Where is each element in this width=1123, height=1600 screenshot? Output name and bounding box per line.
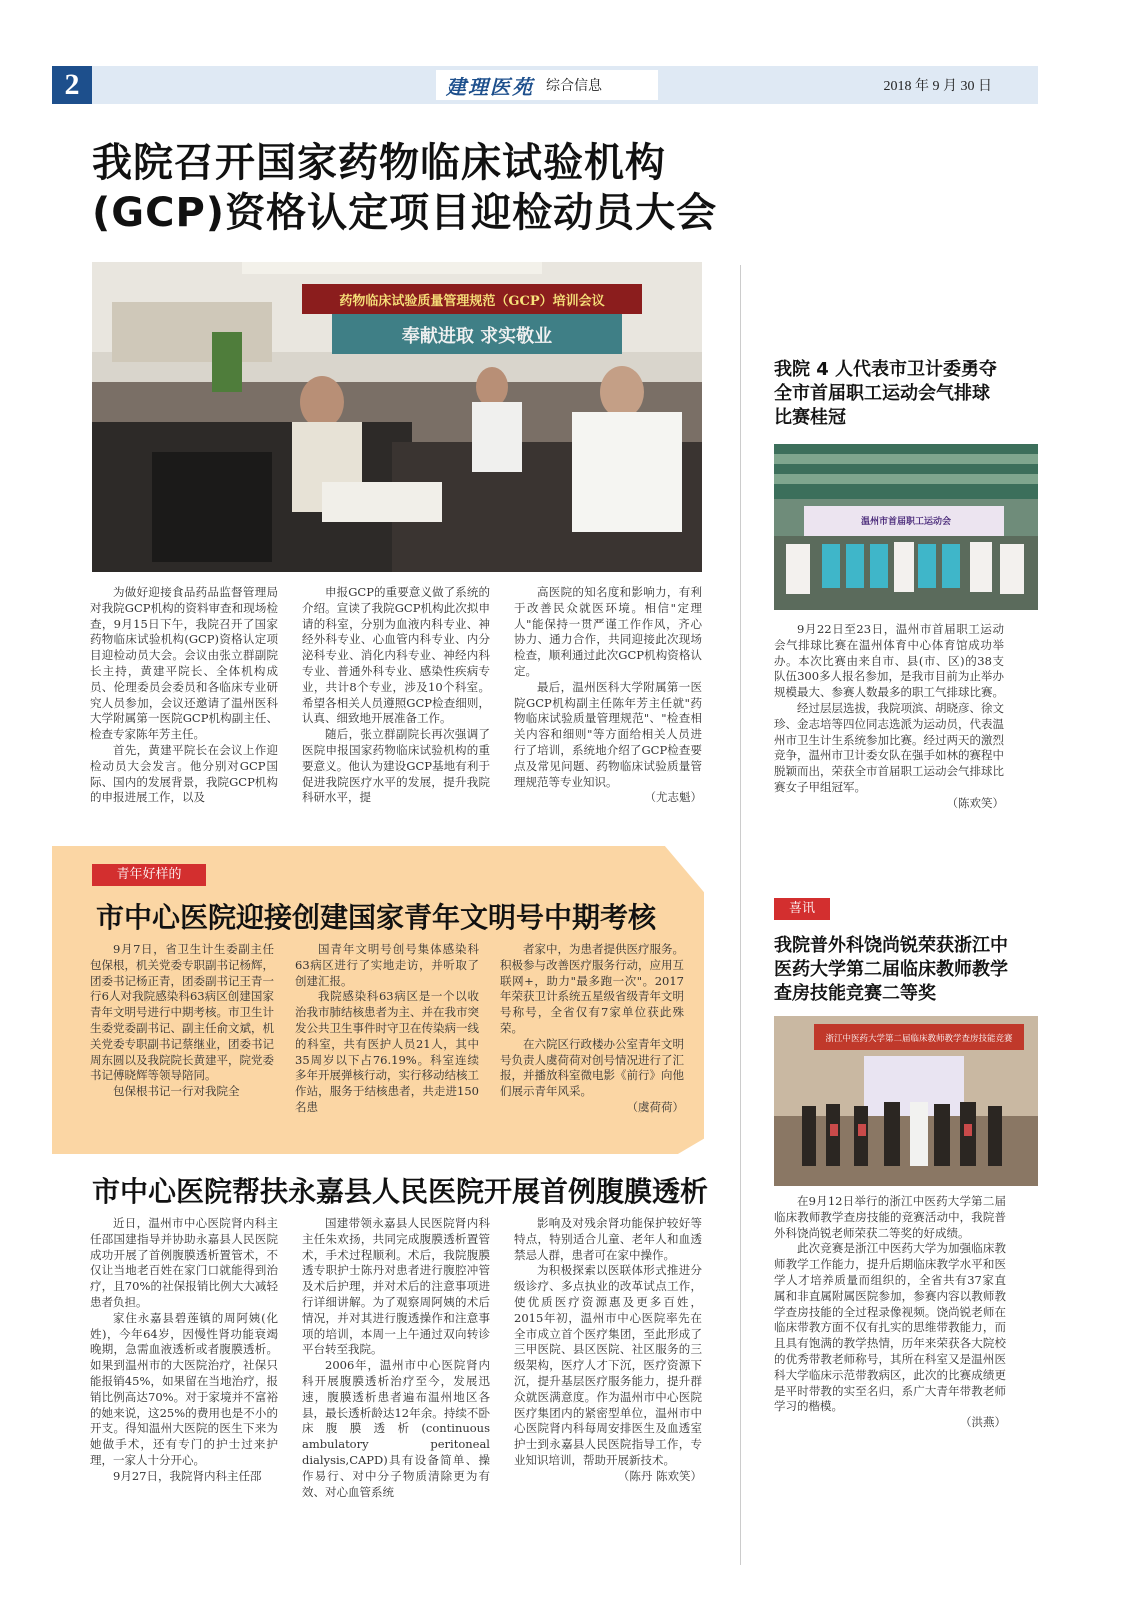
lead-column-1 (90, 585, 278, 830)
dialysis-col1-p1: 近日，温州市中心医院肾内科主任邵国建指导并协助永嘉县人民医院成功开展了首例腹膜透析置管术，不仅让当地老百姓在家门口就能得到治疗，且70%的社保报销比例大大减轻患者负担。 (90, 1216, 278, 1309)
youth-col3-p2: 在六院区行政楼办公室青年文明号负责人虞荷荷对创号情况进行了汇报，并播放科室微电影《前行》向他们展示青年风采。 (500, 1036, 684, 1099)
youth-column-3 (500, 942, 684, 1126)
teaching-p2: 此次竞赛是浙江中医药大学为加强临床教师教学工作能力，提升后期临床教学水平和医学人才培养质量而组织的，全省共有37家直属和非直属附属医院参加，参赛内容以教师教学查房技能的全过程录像视频。饶尚锐老师在临床带教方面不仅有扎实的思维带教能力，而且具有饱满的教学热情，历年来荣获各大院校的优秀带教老师称号，其所在科室又是温州医科大学临床示范带教病区，此次的比赛成绩更是平时带教的实至名归，系广大青年带教老师学习的楷模。 (774, 1241, 1006, 1414)
lead-col2-p1: 申报GCP的重要意义做了系统的介绍。宣读了我院GCP机构此次拟申请的科室，分别为血液内科专业、神经外科专业、心血管内科专业、内分泌科专业、消化内科专业、神经内科专业、普通外科专业、感染性疾病专业，共计8个专业，涉及10个科室。希望各相关人员遵照GCP检查细则，认真、细致地开展准备工作。 (302, 585, 490, 726)
section-name: 综合信息 (546, 78, 602, 94)
dialysis-col3-p1: 影响及对残余肾功能保护较好等特点，特别适合儿童、老年人和血透禁忌人群，患者可在家中操作。 (514, 1216, 702, 1262)
youth-column-2 (295, 942, 479, 1126)
page-header (52, 66, 1038, 104)
column-divider (740, 265, 741, 1565)
teaching-author: （洪燕） (960, 1415, 1006, 1430)
volleyball-p2: 经过层层选拔，我院项滨、胡晓彦、徐文珍、金志培等四位同志选派为运动员，代表温州市卫生计生系统参加比赛。经过两天的激烈竞争，温州市卫计委女队在强手如林的赛程中脱颖而出，荣获全市首届职工运动会气排球比赛女子甲组冠军。 (774, 700, 1004, 794)
youth-author: （虞荷荷） (626, 1099, 684, 1114)
dialysis-headline: 市中心医院帮扶永嘉县人民医院开展首例腹膜透析 (92, 1175, 709, 1208)
lead-col2-p2: 随后，张立群副院长再次强调了医院申报国家药物临床试验机构的重要意义。他认为建设GCP基地有利于促进我院医疗水平的发展，提升我院科研水平，提 (302, 727, 490, 805)
youth-tag: 青年好样的 (92, 864, 206, 886)
lead-author: （尤志魁） (644, 790, 702, 805)
lead-col3-p2: 最后，温州医科大学附属第一医院GCP机构副主任陈年芳主任就"药物临床试验质量管理规范"、"检查相关内容和细则"等方面给相关人员进行了培训，系统地介绍了GCP检查要点及常见问题、药物临床试验质量管理规范等专业知识。 (514, 679, 702, 789)
lead-column-2 (302, 585, 490, 830)
teaching-body (774, 1194, 1006, 1464)
masthead (436, 70, 658, 100)
volleyball-body (774, 622, 1004, 834)
lead-headline-line2: (GCP)资格认定项目迎检动员大会 (92, 190, 718, 236)
lead-col3-p1: 高医院的知名度和影响力，有利于改善民众就医环境。相信"定理人"能保持一贯严谨工作作风，齐心协力、通力合作，共同迎接此次现场检查，顺利通过此次GCP机构资格认定。 (514, 585, 702, 678)
dialysis-column-1 (90, 1216, 278, 1506)
page-number: 2 (52, 66, 92, 104)
youth-col1-p1: 9月7日，省卫生计生委副主任包保根，机关党委专职副书记杨辉，团委书记杨正青，团委副书记王青一行6人对我院感染科63病区创建国家青年文明号进行中期考核。市卫生计生委党委副书记、副主任俞文斌，机关党委专职副书记蔡继业，团委书记周东圆以及我院院长黄建平，院党委书记傅晓辉等领导陪同。 (90, 942, 274, 1083)
youth-column-1 (90, 942, 274, 1126)
youth-headline: 市中心医院迎接创建国家青年文明号中期考核 (96, 901, 657, 934)
lead-photo-slogan: 奉献进取 求实敬业 (401, 326, 553, 347)
lead-col1-p2: 首先，黄建平院长在会议上作迎检动员大会发言。他分别对GCP国际、国内的发展背景，我院GCP机构的申报进展工作，以及 (90, 742, 278, 805)
volleyball-photo (774, 444, 1038, 610)
youth-col2-p1: 国青年文明号创号集体感染科63病区进行了实地走访，并听取了创建汇报。 (295, 942, 479, 988)
dialysis-col1-p2: 家住永嘉县碧莲镇的周阿姨(化姓)，今年64岁，因慢性肾功能衰竭晚期，急需血液透析或者腹膜透析。如果到温州市的大医院治疗，社保只能报销45%，如果留在当地治疗，报销比例高达70%。对于家境并不富裕的她来说，这25%的费用也是不小的开支。得知温州大医院的医生下来为她做手术，还有专门的护士过来护理，一家人十分开心。 (90, 1310, 278, 1467)
masthead-logo: 建理医苑 (446, 74, 534, 99)
dialysis-col1-p3: 9月27日，我院肾内科主任邵 (113, 1468, 262, 1483)
teaching-photo-banner: 浙江中医药大学第二届临床教师教学查房技能竞赛 (825, 1034, 1013, 1044)
teaching-p1: 在9月12日举行的浙江中医药大学第二届临床教师教学查房技能的竞赛活动中，我院普外科饶尚锐老师荣获二等奖的好成绩。 (774, 1194, 1006, 1240)
lead-photo-banner: 药物临床试验质量管理规范（GCP）培训会议 (339, 294, 605, 309)
dialysis-column-2 (302, 1216, 490, 1506)
dialysis-column-3 (514, 1216, 702, 1506)
issue-date: 2018 年 9 月 30 日 (883, 79, 992, 94)
teaching-headline: 我院普外科饶尚锐荣获浙江中医药大学第二届临床教师教学查房技能竞赛二等奖 (774, 935, 1008, 1004)
youth-col3-p1: 者家中，为患者提供医疗服务。积极参与改善医疗服务行动，应用互联网+，助力"最多跑一次"。2017年荣获卫计系统五星级省级青年文明号称号，全省仅有7家单位获此殊荣。 (500, 942, 684, 1035)
youth-col1-p2: 包保根书记一行对我院全 (113, 1084, 240, 1099)
volleyball-photo-banner: 温州市首届职工运动会 (860, 517, 952, 527)
volleyball-headline: 我院 4 人代表市卫计委勇夺全市首届职工运动会气排球比赛桂冠 (774, 359, 998, 428)
lead-headline (92, 138, 892, 238)
teaching-tag: 喜讯 (774, 898, 830, 920)
dialysis-col2-p2: 2006年，温州市中心医院肾内科开展腹膜透析治疗至今，发展迅速，腹膜透析患者遍布温州地区各县，最长透析龄达12年余。持续不卧床腹膜透析(continuous ambulatory peritoneal dialysis,CAPD)具有设备简单、操作易行、对中分子物质清除更为有效、对心血管系统 (302, 1358, 490, 1499)
teaching-photo (774, 1016, 1038, 1186)
lead-headline-line1: 我院召开国家药物临床试验机构 (92, 140, 666, 186)
dialysis-col2-p1: 国建带领永嘉县人民医院肾内科主任朱欢扬，共同完成腹膜透析置管术，手术过程顺利。术后，我院腹膜透专职护士陈丹对患者进行腹腔冲管及术后护理，并对术后的注意事项进行详细讲解。为了观察周阿姨的术后情况，并对其进行腹透操作和注意事项的培训，本周一上午通过双向转诊平台转至我院。 (302, 1216, 490, 1357)
lead-photo (92, 262, 702, 572)
volleyball-author: （陈欢笑） (946, 795, 1004, 810)
volleyball-p1: 9月22日至23日，温州市首届职工运动会气排球比赛在温州体育中心体育馆成功举办。本次比赛由来自市、县(市、区)的38支队伍300多人报名参加，是我市目前为止举办规模最大、参赛人数最多的职工气排球比赛。 (774, 622, 1004, 700)
dialysis-col3-p2: 为积极探索以医联体形式推进分级诊疗、多点执业的改革试点工作，使优质医疗资源惠及更多百姓，2015年初，温州市中心医院率先在全市成立首个医疗集团，至此形成了三甲医院、县区医院、社区服务的三级架构，医疗人才下沉，医疗资源下沉，提升基层医疗服务能力，提升群众就医满意度。作为温州市中心医院医疗集团内的紧密型单位，温州市中心医院肾内科每周安排医生及血透室护士到永嘉县人民医院指导工作，专业知识培训，帮助开展新技术。 (514, 1263, 702, 1467)
lead-col1-p1: 为做好迎接食品药品监督管理局对我院GCP机构的资料审查和现场检查，9月15日下午，我院召开了国家药物临床试验机构(GCP)资格认定项目迎检动员大会。会议由张立群副院长主持，黄建平院长、全体机构成员、伦理委员会委员和各临床专业研究人员参加，会议还邀请了温州医科大学附属第一医院GCP机构副主任、检查专家陈年芳主任。 (90, 585, 278, 742)
lead-column-3 (514, 585, 702, 830)
youth-col2-p2: 我院感染科63病区是一个以收治我市肺结核患者为主、并在我市突发公共卫生事件时守卫在传染病一线的科室，共有医护人员21人，其中35周岁以下占76.19%。科室连续多年开展弹核行动，实行移动结核工作站，服务于结核患者，共走进150名患 (295, 989, 479, 1114)
dialysis-author: （陈丹 陈欢笑） (617, 1468, 702, 1483)
